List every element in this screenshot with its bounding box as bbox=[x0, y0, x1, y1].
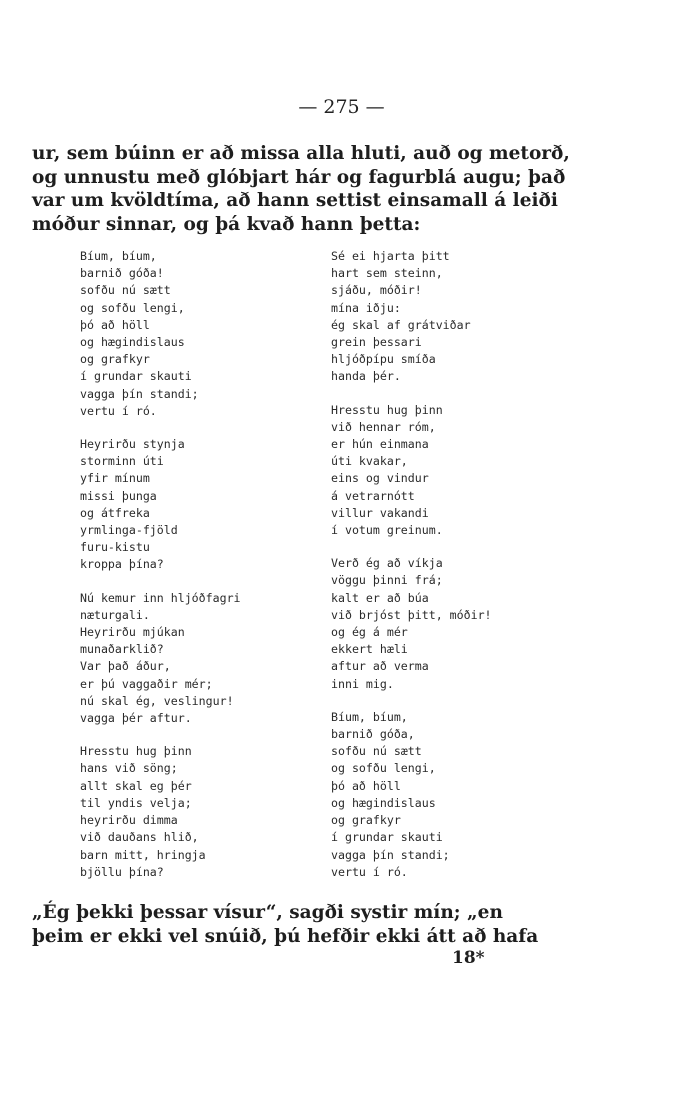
poem-line: og sofðu lengi, bbox=[331, 761, 436, 776]
intro-paragraph bbox=[32, 142, 654, 236]
poem-line: Bíum, bíum, bbox=[331, 709, 408, 724]
poem-right-column bbox=[331, 248, 571, 897]
poem-line: sofðu nú sætt bbox=[331, 744, 422, 759]
poem-line: Heyrirðu mjúkan bbox=[80, 625, 185, 640]
poem-stanza bbox=[331, 248, 571, 386]
poem-line: inni mig. bbox=[331, 676, 394, 691]
poem-line: furu-kistu bbox=[80, 540, 150, 555]
poem-line: mína iðju: bbox=[331, 300, 401, 315]
poem-stanza bbox=[331, 709, 571, 881]
poem-line: sofðu nú sætt bbox=[80, 283, 171, 298]
poem-line: munaðarklið? bbox=[80, 642, 164, 657]
poem-line: og átfreka bbox=[80, 505, 150, 520]
poem-line: aftur að verma bbox=[331, 659, 429, 674]
poem-line: grein þessari bbox=[331, 335, 422, 350]
poem-line: kalt er að búa bbox=[331, 590, 429, 605]
text-line: þeim er ekki vel snúið, þú hefðir ekki átt að hafa bbox=[32, 925, 539, 947]
poem-line: og hægindislaus bbox=[331, 795, 436, 810]
poem-line: úti kvakar, bbox=[331, 454, 408, 469]
poem-line: hans við söng; bbox=[80, 761, 178, 776]
poem-line: á vetrarnótt bbox=[331, 488, 415, 503]
poem-line: sjáðu, móðir! bbox=[331, 283, 422, 298]
poem-line: Bíum, bíum, bbox=[80, 249, 157, 263]
poem-line: og hægindislaus bbox=[80, 335, 185, 350]
poem-line: hljóðpípu smíða bbox=[331, 352, 436, 367]
poem-stanza bbox=[80, 590, 310, 728]
poem-line: kroppa þína? bbox=[80, 557, 164, 572]
poem-stanza bbox=[80, 248, 310, 420]
text-line: og unnustu með glóbjart hár og fagurblá augu; það bbox=[32, 166, 566, 188]
poem-line: vertu í ró. bbox=[80, 403, 157, 418]
poem-stanza bbox=[80, 743, 310, 881]
poem-line: í votum greinum. bbox=[331, 523, 443, 538]
poem-line: í grundar skauti bbox=[80, 369, 192, 384]
poem-line: Nú kemur inn hljóðfagri bbox=[80, 590, 241, 605]
poem-line: við brjóst þitt, móðir! bbox=[331, 607, 492, 622]
poem-line: yfir mínum bbox=[80, 471, 150, 486]
poem-line: er hún einmana bbox=[331, 437, 429, 452]
poem-line: næturgali. bbox=[80, 607, 150, 622]
poem-line: og ég á mér bbox=[331, 625, 408, 640]
poem-stanza bbox=[331, 402, 571, 540]
poem-left-column bbox=[80, 248, 310, 897]
poem-line: ekkert hæli bbox=[331, 642, 408, 657]
text-line: „Ég þekki þessar vísur“, sagði systir mín; „en bbox=[32, 902, 503, 923]
poem-line: Hresstu hug þinn bbox=[331, 402, 443, 417]
poem-line: barnið góða, bbox=[331, 727, 415, 742]
poem-line: og grafkyr bbox=[331, 813, 401, 828]
poem-stanza bbox=[331, 555, 571, 693]
poem-line: allt skal eg þér bbox=[80, 778, 192, 793]
poem-line: Verð ég að víkja bbox=[331, 556, 443, 571]
outro-paragraph bbox=[32, 901, 654, 948]
poem-line: storminn úti bbox=[80, 454, 164, 469]
poem-line: heyrirðu dimma bbox=[80, 813, 178, 828]
poem-line: ég skal af grátviðar bbox=[331, 317, 471, 332]
poem-line: í grundar skauti bbox=[331, 830, 443, 845]
poem-line: eins og vindur bbox=[331, 471, 429, 486]
poem-line: við hennar róm, bbox=[331, 419, 436, 434]
poem-line: þó að höll bbox=[80, 317, 150, 332]
poem-line: handa þér. bbox=[331, 369, 401, 384]
signature-mark: 18* bbox=[452, 948, 485, 968]
poem-line: vöggu þinni frá; bbox=[331, 573, 443, 588]
poem-line: hart sem steinn, bbox=[331, 266, 443, 281]
poem-line: yrmlinga-fjöld bbox=[80, 523, 178, 538]
poem-line: Var það áður, bbox=[80, 659, 171, 674]
poem-line: nú skal ég, veslingur! bbox=[80, 693, 234, 708]
poem-line: villur vakandi bbox=[331, 505, 429, 520]
poem-stanza bbox=[80, 436, 310, 574]
poem-line: vagga þér aftur. bbox=[80, 711, 192, 726]
poem-line: Sé ei hjarta þitt bbox=[331, 249, 450, 263]
poem-line: Heyrirðu stynja bbox=[80, 437, 185, 452]
poem-line: barnið góða! bbox=[80, 266, 164, 281]
poem-line: vagga þín standi; bbox=[331, 847, 450, 862]
text-line: móður sinnar, og þá kvað hann þetta: bbox=[32, 213, 421, 235]
poem-line: og grafkyr bbox=[80, 352, 150, 367]
poem-line: þó að höll bbox=[331, 778, 401, 793]
poem-line: bjöllu þína? bbox=[80, 864, 164, 879]
text-line: var um kvöldtíma, að hann settist einsamall á leiði bbox=[32, 190, 558, 211]
poem-line: við dauðans hlið, bbox=[80, 830, 199, 845]
poem-line: vagga þín standi; bbox=[80, 386, 199, 401]
poem-line: og sofðu lengi, bbox=[80, 300, 185, 315]
page-number: — 275 — bbox=[298, 96, 385, 118]
poem-line: barn mitt, hringja bbox=[80, 847, 206, 862]
poem-line: missi þunga bbox=[80, 488, 157, 503]
text-line: ur, sem búinn er að missa alla hluti, auð og metorð, bbox=[32, 143, 570, 164]
poem-line: Hresstu hug þinn bbox=[80, 744, 192, 759]
poem-line: vertu í ró. bbox=[331, 864, 408, 879]
poem-line: er þú vaggaðir mér; bbox=[80, 676, 213, 691]
poem-line: til yndis velja; bbox=[80, 795, 192, 810]
